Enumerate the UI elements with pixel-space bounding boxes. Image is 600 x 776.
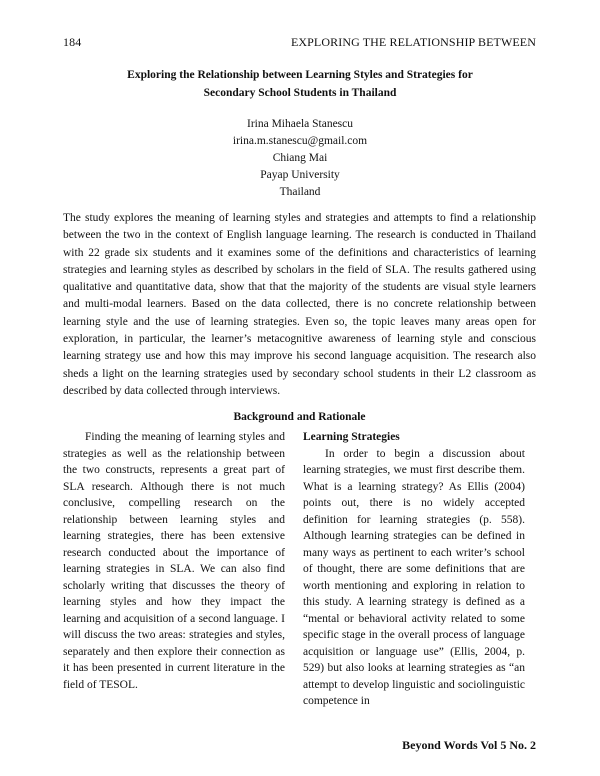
subsection-heading: Learning Strategies <box>303 431 400 443</box>
author-block <box>150 116 450 201</box>
author-country: Thailand <box>279 186 321 198</box>
author-email: irina.m.stanescu@gmail.com <box>232 135 368 147</box>
right-paragraph: In order to begin a discussion about learning strategies, we must first describe them. What is a learning strategy? As Ellis (2004) points out, there is no widely accepted definition for learning strategies (p. 558). Although learning strategies can be defined in many ways as pertinent to each writer’s school of thought, there are some definitions that are worth mentioning and exploring in relation to this study. A learning strategy is defined as a “mental or behavioral activity related to some specific stage in the overall process of language acquisition or language use” (Ellis, 2004, p. 529) but also looks at learning strategies as “an attempt to develop linguistic and sociolinguistic competence in <box>303 447 525 707</box>
section-heading: Background and Rationale <box>233 411 366 423</box>
author-name: Irina Mihaela Stanescu <box>246 118 353 130</box>
author-city: Chiang Mai <box>272 152 328 164</box>
left-paragraph: Finding the meaning of learning styles and strategies as well as the relationship between the two constructs, represents a great part of SLA research. Although there is not much conclusive, compelling research on the relationship between learning styles and learning strategies, there has been extensive research conducted about the importance of learning strategies in SLA. We can also find scholarly writing that discusses the theory of learning styles and how they impact the learning and acquisition of a second language. I will discuss the two areas: strategies and styles, separately and then explore their connection as it has been presented in current literature in the field of TESOL. <box>63 431 285 691</box>
paper-title <box>90 66 510 102</box>
page-number: 184 <box>63 35 82 49</box>
running-header <box>63 35 536 50</box>
running-title: EXPLORING THE RELATIONSHIP BETWEEN <box>290 35 536 49</box>
title-line-1: Exploring the Relationship between Learning Styles and Strategies for <box>127 69 473 81</box>
author-institution: Payap University <box>260 169 340 181</box>
right-column <box>303 429 525 710</box>
title-line-2: Secondary School Students in Thailand <box>203 87 397 99</box>
abstract: The study explores the meaning of learning styles and strategies and attempts to find a relationship between the two in the context of English language learning. The research is conducted in Thailand with 22 grade six students and it examines some of the definitions and characteristics of learning strategies and learning styles as described by scholars in the field of SLA. The results gathered using qualitative and quantitative data, show that that the majority of the students are visual style learners and multi-modal learners. Based on the data collected, there is no concrete relationship between learning style and the use of learning strategies. Even so, the topic leaves many areas open for exploration, in particular, the learner’s metacognitive awareness of learning style and conscious learning strategy use and how this may improve his second language acquisition. The research also sheds a light on the learning strategies used by secondary school students in their L2 classroom as described by data collected through interviews. <box>63 212 536 397</box>
journal-footer: Beyond Words Vol 5 No. 2 <box>402 738 536 752</box>
left-column <box>63 429 285 693</box>
